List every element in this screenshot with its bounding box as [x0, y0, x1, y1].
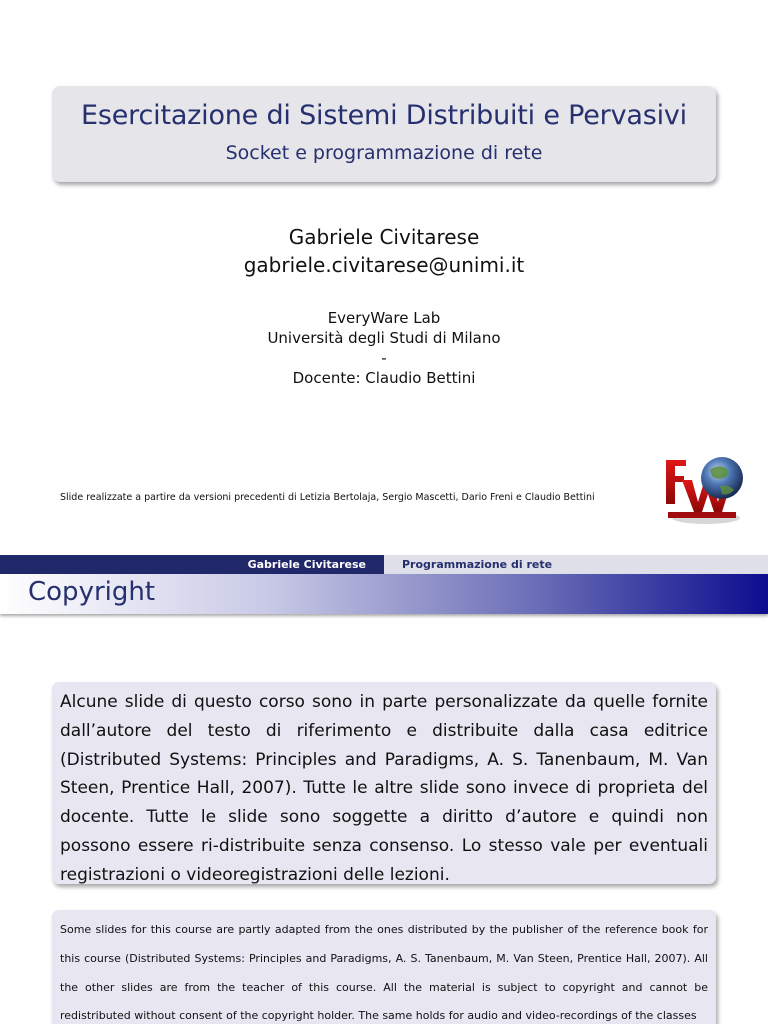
institution-teacher: Docente: Claudio Bettini — [292, 369, 476, 387]
institution-separator: - — [381, 349, 387, 367]
slide-subtitle: Socket e programmazione di rete — [225, 142, 543, 164]
copyright-block-english: Some slides for this course are partly adapted from the ones distributed by the publisher of the reference book for this course (Distributed Systems: Principles and Paradigms, A. S. Tanenbaum, M. Van Steen, Prentice Hall, 2007). All the other slides are from the teacher of this course. All the material is subject to copyright and cannot be redistributed without consent of the copyright holder. The same holds for audio and video-recordings of the classes — [52, 910, 716, 1024]
author-block — [0, 223, 768, 279]
footer-author: Gabriele Civitarese — [0, 555, 384, 574]
slide-title-block — [52, 86, 716, 182]
everyware-lab-logo — [662, 452, 748, 530]
footer-short-title: Programmazione di rete — [384, 555, 768, 574]
copyright-block-italian: Alcune slide di questo corso sono in parte personalizzate da quelle fornite dall’autore del testo di riferimento e distribuite dalla casa editrice (Distributed Systems: Principles and Paradigms, A. S. Tanenbaum, M. Van Steen, Prentice Hall, 2007). Tutte le altre slide sono invece di proprieta del docente. Tutte le slide sono soggette a diritto d’autore e quindi non possono essere ri-distribuite senza consenso. Lo stesso vale per eventuali registrazioni o videoregistrazioni delle lezioni. — [52, 682, 716, 884]
slide-title: Esercitazione di Sistemi Distribuiti e Pervasivi — [81, 100, 687, 131]
author-name: Gabriele Civitarese — [288, 225, 480, 249]
institution-university: Università degli Studi di Milano — [267, 329, 501, 347]
footer-bar — [0, 555, 768, 574]
slide-credit: Slide realizzate a partire da versioni precedenti di Letizia Bertolaja, Sergio Mascetti, Dario Freni e Claudio Bettini — [60, 492, 595, 503]
author-email: gabriele.civitarese@unimi.it — [243, 253, 525, 277]
frame-title: Copyright — [28, 577, 156, 607]
institution-block — [0, 308, 768, 388]
frame-title-bar — [0, 574, 768, 614]
institution-lab: EveryWare Lab — [327, 309, 441, 327]
